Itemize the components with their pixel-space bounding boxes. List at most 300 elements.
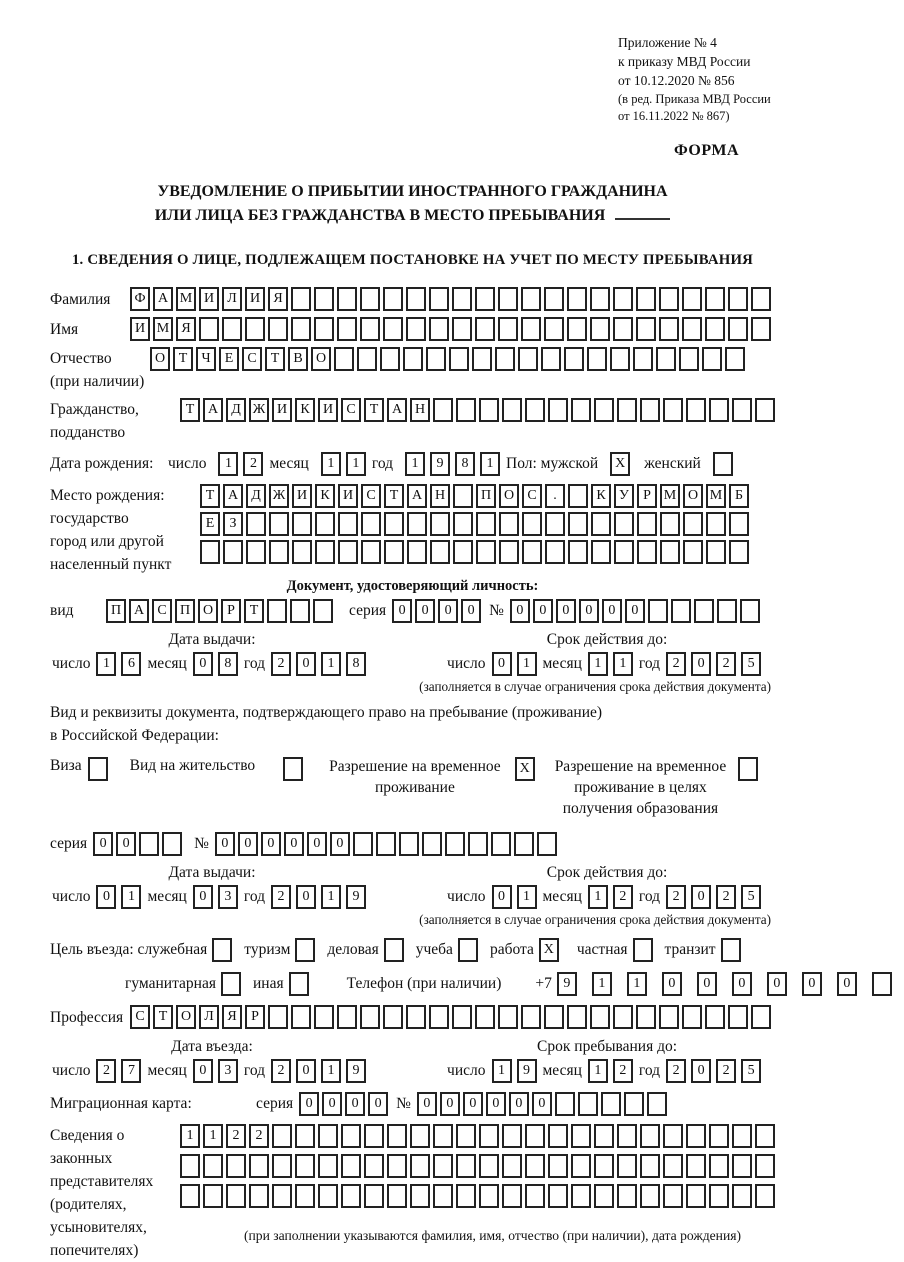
- char-box[interactable]: [591, 512, 611, 536]
- char-box[interactable]: 1: [321, 1059, 341, 1083]
- char-box[interactable]: О: [198, 599, 218, 623]
- char-box[interactable]: [387, 1154, 407, 1178]
- char-box[interactable]: 0: [345, 1092, 365, 1116]
- char-box[interactable]: [491, 832, 511, 856]
- char-box[interactable]: [314, 1005, 334, 1029]
- char-box[interactable]: 9: [346, 885, 366, 909]
- char-box[interactable]: [456, 398, 476, 422]
- char-box[interactable]: [564, 347, 584, 371]
- char-box[interactable]: Я: [222, 1005, 242, 1029]
- char-box[interactable]: [226, 1184, 246, 1208]
- char-box[interactable]: П: [106, 599, 126, 623]
- char-box[interactable]: 0: [284, 832, 304, 856]
- char-box[interactable]: [453, 512, 473, 536]
- char-box[interactable]: [659, 317, 679, 341]
- char-box[interactable]: 0: [463, 1092, 483, 1116]
- char-box[interactable]: [249, 1154, 269, 1178]
- char-box[interactable]: [522, 540, 542, 564]
- char-box[interactable]: О: [150, 347, 170, 371]
- char-box[interactable]: [521, 287, 541, 311]
- char-box[interactable]: 0: [96, 885, 116, 909]
- char-box[interactable]: 1: [627, 972, 647, 996]
- char-box[interactable]: [709, 398, 729, 422]
- char-box[interactable]: [682, 1005, 702, 1029]
- char-box[interactable]: [729, 512, 749, 536]
- char-box[interactable]: Е: [219, 347, 239, 371]
- char-box[interactable]: [318, 1154, 338, 1178]
- char-box[interactable]: [200, 540, 220, 564]
- char-box[interactable]: [272, 1124, 292, 1148]
- char-box[interactable]: 0: [417, 1092, 437, 1116]
- guardians-boxes-2[interactable]: [180, 1154, 775, 1178]
- char-box[interactable]: [705, 317, 725, 341]
- char-box[interactable]: X: [515, 757, 535, 781]
- char-box[interactable]: [728, 1005, 748, 1029]
- char-box[interactable]: [272, 1154, 292, 1178]
- char-box[interactable]: У: [614, 484, 634, 508]
- char-box[interactable]: [555, 1092, 575, 1116]
- purpose-business-checkbox[interactable]: [384, 938, 416, 962]
- char-box[interactable]: [594, 1124, 614, 1148]
- char-box[interactable]: [452, 317, 472, 341]
- char-box[interactable]: [705, 1005, 725, 1029]
- birth-year-boxes[interactable]: [405, 452, 500, 476]
- char-box[interactable]: [518, 347, 538, 371]
- char-box[interactable]: 5: [741, 652, 761, 676]
- char-box[interactable]: [702, 347, 722, 371]
- char-box[interactable]: [422, 832, 442, 856]
- char-box[interactable]: [751, 287, 771, 311]
- char-box[interactable]: [624, 1092, 644, 1116]
- birth-place-boxes-3[interactable]: [200, 540, 749, 564]
- purpose-official-checkbox[interactable]: [212, 938, 244, 962]
- char-box[interactable]: [360, 317, 380, 341]
- char-box[interactable]: [660, 540, 680, 564]
- char-box[interactable]: 1: [321, 885, 341, 909]
- doc-issue-day-boxes[interactable]: [96, 652, 141, 676]
- char-box[interactable]: 1: [613, 652, 633, 676]
- char-box[interactable]: [295, 1124, 315, 1148]
- char-box[interactable]: [337, 1005, 357, 1029]
- char-box[interactable]: 2: [226, 1124, 246, 1148]
- char-box[interactable]: [361, 512, 381, 536]
- char-box[interactable]: [295, 938, 315, 962]
- char-box[interactable]: [567, 1005, 587, 1029]
- char-box[interactable]: [384, 938, 404, 962]
- char-box[interactable]: 0: [296, 1059, 316, 1083]
- char-box[interactable]: 0: [193, 885, 213, 909]
- char-box[interactable]: [267, 599, 287, 623]
- char-box[interactable]: [387, 1184, 407, 1208]
- char-box[interactable]: [360, 1005, 380, 1029]
- char-box[interactable]: [591, 540, 611, 564]
- char-box[interactable]: 1: [203, 1124, 223, 1148]
- char-box[interactable]: Л: [199, 1005, 219, 1029]
- birth-day-boxes[interactable]: [218, 452, 263, 476]
- char-box[interactable]: [548, 398, 568, 422]
- char-box[interactable]: 0: [193, 1059, 213, 1083]
- char-box[interactable]: [292, 540, 312, 564]
- char-box[interactable]: И: [338, 484, 358, 508]
- char-box[interactable]: [318, 1124, 338, 1148]
- doc-series-boxes[interactable]: [392, 599, 481, 623]
- char-box[interactable]: [180, 1184, 200, 1208]
- char-box[interactable]: 0: [662, 972, 682, 996]
- char-box[interactable]: 1: [592, 972, 612, 996]
- char-box[interactable]: Ч: [196, 347, 216, 371]
- char-box[interactable]: [541, 347, 561, 371]
- char-box[interactable]: [571, 1184, 591, 1208]
- resid-valid-month-boxes[interactable]: [588, 885, 633, 909]
- char-box[interactable]: 5: [741, 1059, 761, 1083]
- purpose-study-checkbox[interactable]: [458, 938, 490, 962]
- char-box[interactable]: [429, 1005, 449, 1029]
- char-box[interactable]: В: [288, 347, 308, 371]
- char-box[interactable]: [268, 317, 288, 341]
- char-box[interactable]: [458, 938, 478, 962]
- char-box[interactable]: О: [176, 1005, 196, 1029]
- char-box[interactable]: [732, 1184, 752, 1208]
- purpose-transit-checkbox[interactable]: [721, 938, 753, 962]
- char-box[interactable]: [544, 317, 564, 341]
- char-box[interactable]: X: [539, 938, 559, 962]
- char-box[interactable]: А: [129, 599, 149, 623]
- char-box[interactable]: 0: [296, 885, 316, 909]
- char-box[interactable]: С: [522, 484, 542, 508]
- char-box[interactable]: [544, 1005, 564, 1029]
- doc-issue-month-boxes[interactable]: [193, 652, 238, 676]
- char-box[interactable]: [647, 1092, 667, 1116]
- char-box[interactable]: [341, 1124, 361, 1148]
- char-box[interactable]: Я: [268, 287, 288, 311]
- char-box[interactable]: [433, 398, 453, 422]
- char-box[interactable]: А: [223, 484, 243, 508]
- char-box[interactable]: 0: [238, 832, 258, 856]
- char-box[interactable]: [614, 512, 634, 536]
- char-box[interactable]: [590, 317, 610, 341]
- resid-valid-year-boxes[interactable]: [666, 885, 761, 909]
- char-box[interactable]: 0: [837, 972, 857, 996]
- char-box[interactable]: 0: [802, 972, 822, 996]
- char-box[interactable]: [318, 1184, 338, 1208]
- purpose-tourism-checkbox[interactable]: [295, 938, 327, 962]
- char-box[interactable]: [162, 832, 182, 856]
- char-box[interactable]: О: [499, 484, 519, 508]
- char-box[interactable]: [364, 1124, 384, 1148]
- char-box[interactable]: 1: [492, 1059, 512, 1083]
- char-box[interactable]: 6: [121, 652, 141, 676]
- char-box[interactable]: [640, 1184, 660, 1208]
- char-box[interactable]: [659, 287, 679, 311]
- char-box[interactable]: 2: [666, 1059, 686, 1083]
- char-box[interactable]: [755, 1154, 775, 1178]
- char-box[interactable]: 0: [556, 599, 576, 623]
- char-box[interactable]: [872, 972, 892, 996]
- char-box[interactable]: Р: [221, 599, 241, 623]
- char-box[interactable]: П: [476, 484, 496, 508]
- char-box[interactable]: 0: [767, 972, 787, 996]
- char-box[interactable]: [571, 1154, 591, 1178]
- char-box[interactable]: 8: [218, 652, 238, 676]
- char-box[interactable]: 8: [346, 652, 366, 676]
- char-box[interactable]: X: [610, 452, 630, 476]
- char-box[interactable]: 1: [517, 885, 537, 909]
- char-box[interactable]: [545, 540, 565, 564]
- char-box[interactable]: [617, 1184, 637, 1208]
- char-box[interactable]: М: [153, 317, 173, 341]
- char-box[interactable]: [502, 1124, 522, 1148]
- char-box[interactable]: [334, 347, 354, 371]
- char-box[interactable]: [410, 1124, 430, 1148]
- char-box[interactable]: [636, 1005, 656, 1029]
- char-box[interactable]: Н: [410, 398, 430, 422]
- char-box[interactable]: [571, 1124, 591, 1148]
- char-box[interactable]: 1: [321, 452, 341, 476]
- char-box[interactable]: Б: [729, 484, 749, 508]
- char-box[interactable]: 0: [415, 599, 435, 623]
- char-box[interactable]: [314, 317, 334, 341]
- char-box[interactable]: 1: [96, 652, 116, 676]
- char-box[interactable]: [384, 512, 404, 536]
- char-box[interactable]: 0: [330, 832, 350, 856]
- char-box[interactable]: [384, 540, 404, 564]
- char-box[interactable]: [751, 1005, 771, 1029]
- char-box[interactable]: 9: [346, 1059, 366, 1083]
- resid-number-boxes[interactable]: [215, 832, 557, 856]
- char-box[interactable]: 2: [613, 1059, 633, 1083]
- char-box[interactable]: [383, 1005, 403, 1029]
- char-box[interactable]: 2: [716, 1059, 736, 1083]
- char-box[interactable]: 2: [271, 885, 291, 909]
- char-box[interactable]: Д: [226, 398, 246, 422]
- char-box[interactable]: 0: [193, 652, 213, 676]
- char-box[interactable]: И: [272, 398, 292, 422]
- stay-day-boxes[interactable]: [492, 1059, 537, 1083]
- char-box[interactable]: [725, 347, 745, 371]
- birth-place-boxes-1[interactable]: [200, 484, 749, 508]
- char-box[interactable]: [544, 287, 564, 311]
- char-box[interactable]: [633, 347, 653, 371]
- char-box[interactable]: [456, 1184, 476, 1208]
- char-box[interactable]: [433, 1154, 453, 1178]
- stay-month-boxes[interactable]: [588, 1059, 633, 1083]
- residence-permit-checkbox[interactable]: [283, 757, 303, 781]
- char-box[interactable]: [502, 1154, 522, 1178]
- char-box[interactable]: [686, 1124, 706, 1148]
- char-box[interactable]: [636, 287, 656, 311]
- char-box[interactable]: Т: [173, 347, 193, 371]
- doc-valid-year-boxes[interactable]: [666, 652, 761, 676]
- citizenship-boxes[interactable]: [180, 398, 775, 422]
- char-box[interactable]: 2: [666, 652, 686, 676]
- char-box[interactable]: [525, 1124, 545, 1148]
- char-box[interactable]: [246, 512, 266, 536]
- char-box[interactable]: 0: [299, 1092, 319, 1116]
- char-box[interactable]: [407, 512, 427, 536]
- char-box[interactable]: [399, 832, 419, 856]
- char-box[interactable]: [568, 512, 588, 536]
- char-box[interactable]: [502, 1184, 522, 1208]
- char-box[interactable]: [445, 832, 465, 856]
- char-box[interactable]: [706, 540, 726, 564]
- char-box[interactable]: [295, 1184, 315, 1208]
- char-box[interactable]: [663, 398, 683, 422]
- birth-month-boxes[interactable]: [321, 452, 366, 476]
- char-box[interactable]: [295, 1154, 315, 1178]
- purpose-private-checkbox[interactable]: [633, 938, 665, 962]
- char-box[interactable]: [357, 347, 377, 371]
- char-box[interactable]: [663, 1184, 683, 1208]
- char-box[interactable]: [686, 398, 706, 422]
- char-box[interactable]: 0: [261, 832, 281, 856]
- doc-valid-month-boxes[interactable]: [588, 652, 633, 676]
- char-box[interactable]: 7: [121, 1059, 141, 1083]
- char-box[interactable]: [640, 1124, 660, 1148]
- char-box[interactable]: [272, 1184, 292, 1208]
- char-box[interactable]: [594, 1184, 614, 1208]
- char-box[interactable]: [679, 347, 699, 371]
- char-box[interactable]: [548, 1154, 568, 1178]
- char-box[interactable]: [453, 540, 473, 564]
- char-box[interactable]: [479, 398, 499, 422]
- char-box[interactable]: [199, 317, 219, 341]
- char-box[interactable]: [568, 540, 588, 564]
- char-box[interactable]: [289, 972, 309, 996]
- char-box[interactable]: [637, 512, 657, 536]
- char-box[interactable]: [430, 512, 450, 536]
- char-box[interactable]: Ф: [130, 287, 150, 311]
- char-box[interactable]: [433, 1124, 453, 1148]
- edu-permit-checkbox[interactable]: [738, 757, 758, 781]
- temp-permit-checkbox[interactable]: [515, 757, 535, 781]
- char-box[interactable]: [495, 347, 515, 371]
- char-box[interactable]: [663, 1154, 683, 1178]
- char-box[interactable]: [656, 347, 676, 371]
- char-box[interactable]: Т: [384, 484, 404, 508]
- char-box[interactable]: К: [295, 398, 315, 422]
- char-box[interactable]: [601, 1092, 621, 1116]
- char-box[interactable]: 0: [625, 599, 645, 623]
- char-box[interactable]: [671, 599, 691, 623]
- char-box[interactable]: [548, 1184, 568, 1208]
- char-box[interactable]: [380, 347, 400, 371]
- char-box[interactable]: 0: [509, 1092, 529, 1116]
- char-box[interactable]: [706, 512, 726, 536]
- char-box[interactable]: [364, 1154, 384, 1178]
- char-box[interactable]: [406, 317, 426, 341]
- char-box[interactable]: 9: [517, 1059, 537, 1083]
- char-box[interactable]: [499, 512, 519, 536]
- char-box[interactable]: [222, 317, 242, 341]
- char-box[interactable]: [475, 287, 495, 311]
- char-box[interactable]: [338, 512, 358, 536]
- char-box[interactable]: 0: [510, 599, 530, 623]
- char-box[interactable]: [290, 599, 310, 623]
- char-box[interactable]: [475, 317, 495, 341]
- char-box[interactable]: [587, 347, 607, 371]
- char-box[interactable]: [269, 540, 289, 564]
- char-box[interactable]: [223, 540, 243, 564]
- char-box[interactable]: [578, 1092, 598, 1116]
- char-box[interactable]: [291, 287, 311, 311]
- char-box[interactable]: 1: [121, 885, 141, 909]
- char-box[interactable]: [498, 1005, 518, 1029]
- char-box[interactable]: [640, 398, 660, 422]
- char-box[interactable]: [472, 347, 492, 371]
- char-box[interactable]: Я: [176, 317, 196, 341]
- char-box[interactable]: К: [315, 484, 335, 508]
- char-box[interactable]: 1: [480, 452, 500, 476]
- char-box[interactable]: Д: [246, 484, 266, 508]
- char-box[interactable]: Т: [153, 1005, 173, 1029]
- char-box[interactable]: 1: [588, 652, 608, 676]
- char-box[interactable]: [728, 317, 748, 341]
- char-box[interactable]: 3: [218, 1059, 238, 1083]
- char-box[interactable]: [429, 287, 449, 311]
- char-box[interactable]: 0: [492, 885, 512, 909]
- char-box[interactable]: 2: [249, 1124, 269, 1148]
- char-box[interactable]: 9: [430, 452, 450, 476]
- char-box[interactable]: И: [318, 398, 338, 422]
- char-box[interactable]: [476, 540, 496, 564]
- char-box[interactable]: А: [203, 398, 223, 422]
- char-box[interactable]: М: [660, 484, 680, 508]
- char-box[interactable]: 0: [322, 1092, 342, 1116]
- char-box[interactable]: [212, 938, 232, 962]
- char-box[interactable]: [291, 317, 311, 341]
- char-box[interactable]: [732, 1154, 752, 1178]
- char-box[interactable]: [499, 540, 519, 564]
- char-box[interactable]: 9: [557, 972, 577, 996]
- char-box[interactable]: 0: [440, 1092, 460, 1116]
- char-box[interactable]: 0: [93, 832, 113, 856]
- char-box[interactable]: [617, 1124, 637, 1148]
- char-box[interactable]: И: [130, 317, 150, 341]
- char-box[interactable]: [338, 540, 358, 564]
- char-box[interactable]: [429, 317, 449, 341]
- char-box[interactable]: [594, 398, 614, 422]
- char-box[interactable]: 0: [533, 599, 553, 623]
- char-box[interactable]: [525, 398, 545, 422]
- char-box[interactable]: [475, 1005, 495, 1029]
- char-box[interactable]: [383, 287, 403, 311]
- char-box[interactable]: [740, 599, 760, 623]
- profession-boxes[interactable]: [130, 1005, 771, 1029]
- char-box[interactable]: И: [245, 287, 265, 311]
- char-box[interactable]: 1: [588, 885, 608, 909]
- char-box[interactable]: К: [591, 484, 611, 508]
- char-box[interactable]: [479, 1124, 499, 1148]
- purpose-other-checkbox[interactable]: [289, 972, 321, 996]
- char-box[interactable]: Н: [430, 484, 450, 508]
- char-box[interactable]: С: [152, 599, 172, 623]
- char-box[interactable]: [732, 398, 752, 422]
- char-box[interactable]: [683, 512, 703, 536]
- char-box[interactable]: 2: [96, 1059, 116, 1083]
- char-box[interactable]: 1: [588, 1059, 608, 1083]
- char-box[interactable]: Т: [265, 347, 285, 371]
- char-box[interactable]: Т: [364, 398, 384, 422]
- char-box[interactable]: 0: [697, 972, 717, 996]
- char-box[interactable]: [683, 540, 703, 564]
- char-box[interactable]: [456, 1154, 476, 1178]
- char-box[interactable]: [709, 1124, 729, 1148]
- char-box[interactable]: [721, 938, 741, 962]
- char-box[interactable]: [269, 512, 289, 536]
- char-box[interactable]: [682, 287, 702, 311]
- char-box[interactable]: А: [153, 287, 173, 311]
- purpose-humanitarian-checkbox[interactable]: [221, 972, 253, 996]
